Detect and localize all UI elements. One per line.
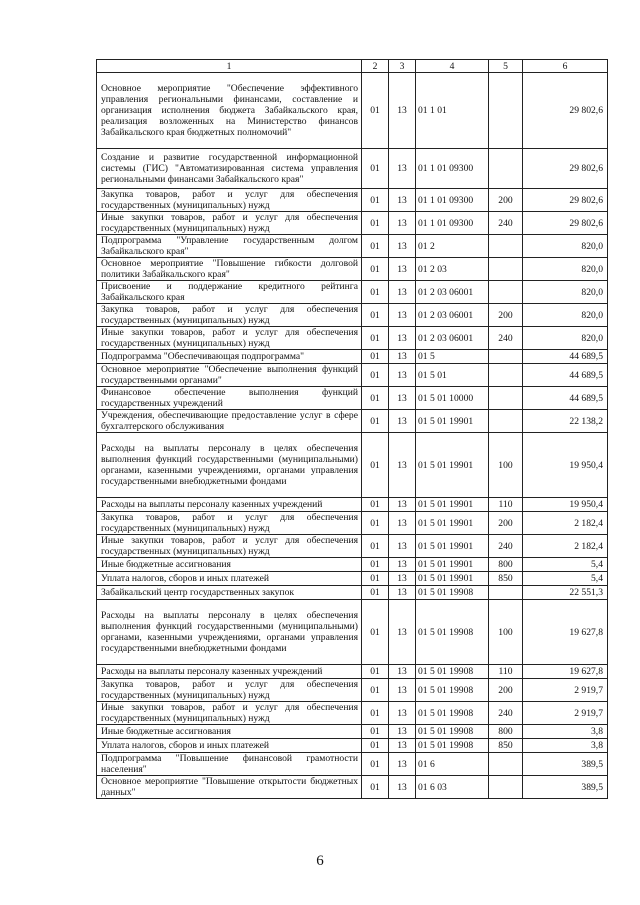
row-section-cell: 01 xyxy=(362,776,389,799)
row-section-cell: 01 xyxy=(362,725,389,739)
row-subsection-cell: 13 xyxy=(389,281,416,304)
row-amount-cell: 2 919,7 xyxy=(523,702,608,725)
row-amount-cell: 22 138,2 xyxy=(523,410,608,433)
row-target-article-cell: 01 2 xyxy=(416,235,489,258)
table-row xyxy=(97,304,608,327)
table-row xyxy=(97,235,608,258)
row-target-article-cell: 01 2 03 06001 xyxy=(416,327,489,350)
row-target-article-cell: 01 5 01 19901 xyxy=(416,512,489,535)
row-expense-type-cell: 800 xyxy=(489,558,523,572)
row-target-article-cell: 01 1 01 xyxy=(416,73,489,149)
row-subsection-cell: 13 xyxy=(389,327,416,350)
row-name-cell: Подпрограмма "Обеспечивающая подпрограмма" xyxy=(97,350,362,364)
row-subsection-cell: 13 xyxy=(389,433,416,498)
row-amount-cell: 820,0 xyxy=(523,281,608,304)
row-section-cell: 01 xyxy=(362,679,389,702)
row-section-cell: 01 xyxy=(362,739,389,753)
row-section-cell: 01 xyxy=(362,410,389,433)
row-target-article-cell: 01 5 01 19901 xyxy=(416,535,489,558)
row-subsection-cell: 13 xyxy=(389,498,416,512)
row-name-cell: Закупка товаров, работ и услуг для обеспечения государственных (муниципальных) нужд xyxy=(97,189,362,212)
table-row xyxy=(97,498,608,512)
table-row xyxy=(97,258,608,281)
row-name-cell: Создание и развитие государственной информационной системы (ГИС) "Автоматизированная система управления региональными финансами Забайкальского края" xyxy=(97,149,362,189)
row-name-cell: Расходы на выплаты персоналу казенных учреждений xyxy=(97,665,362,679)
row-section-cell: 01 xyxy=(362,364,389,387)
row-amount-cell: 820,0 xyxy=(523,235,608,258)
row-name-cell: Основное мероприятие "Повышение гибкости долговой политики Забайкальского края" xyxy=(97,258,362,281)
row-target-article-cell: 01 2 03 xyxy=(416,258,489,281)
row-subsection-cell: 13 xyxy=(389,258,416,281)
table-row xyxy=(97,586,608,600)
row-amount-cell: 19 950,4 xyxy=(523,433,608,498)
row-target-article-cell: 01 1 01 09300 xyxy=(416,149,489,189)
row-expense-type-cell xyxy=(489,586,523,600)
row-amount-cell: 2 182,4 xyxy=(523,535,608,558)
row-name-cell: Подпрограмма "Управление государственным долгом Забайкальского края" xyxy=(97,235,362,258)
row-section-cell: 01 xyxy=(362,753,389,776)
row-target-article-cell: 01 5 01 19908 xyxy=(416,702,489,725)
row-target-article-cell: 01 1 01 09300 xyxy=(416,212,489,235)
row-name-cell: Уплата налогов, сборов и иных платежей xyxy=(97,572,362,586)
row-target-article-cell: 01 2 03 06001 xyxy=(416,304,489,327)
row-amount-cell: 44 689,5 xyxy=(523,364,608,387)
row-target-article-cell: 01 5 01 xyxy=(416,364,489,387)
row-subsection-cell: 13 xyxy=(389,558,416,572)
row-name-cell: Подпрограмма "Повышение финансовой грамотности населения" xyxy=(97,753,362,776)
row-subsection-cell: 13 xyxy=(389,512,416,535)
row-amount-cell: 820,0 xyxy=(523,327,608,350)
table-row xyxy=(97,364,608,387)
row-subsection-cell: 13 xyxy=(389,189,416,212)
row-expense-type-cell xyxy=(489,149,523,189)
row-expense-type-cell: 200 xyxy=(489,189,523,212)
row-amount-cell: 3,8 xyxy=(523,739,608,753)
row-subsection-cell: 13 xyxy=(389,212,416,235)
row-subsection-cell: 13 xyxy=(389,725,416,739)
row-name-cell: Забайкальский центр государственных закупок xyxy=(97,586,362,600)
row-section-cell: 01 xyxy=(362,572,389,586)
row-subsection-cell: 13 xyxy=(389,535,416,558)
table-row xyxy=(97,350,608,364)
row-section-cell: 01 xyxy=(362,212,389,235)
row-amount-cell: 2 919,7 xyxy=(523,679,608,702)
row-subsection-cell: 13 xyxy=(389,702,416,725)
row-expense-type-cell xyxy=(489,410,523,433)
table-row xyxy=(97,433,608,498)
table-row xyxy=(97,679,608,702)
page-number: 6 xyxy=(316,853,324,869)
row-target-article-cell: 01 5 xyxy=(416,350,489,364)
table-row xyxy=(97,600,608,665)
row-amount-cell: 820,0 xyxy=(523,258,608,281)
row-target-article-cell: 01 5 01 19901 xyxy=(416,558,489,572)
row-name-cell: Закупка товаров, работ и услуг для обеспечения государственных (муниципальных) нужд xyxy=(97,679,362,702)
row-expense-type-cell: 110 xyxy=(489,665,523,679)
row-expense-type-cell: 200 xyxy=(489,679,523,702)
table-header-row xyxy=(97,60,608,73)
table-row xyxy=(97,702,608,725)
row-expense-type-cell: 200 xyxy=(489,512,523,535)
row-subsection-cell: 13 xyxy=(389,149,416,189)
row-subsection-cell: 13 xyxy=(389,600,416,665)
row-subsection-cell: 13 xyxy=(389,350,416,364)
row-expense-type-cell: 850 xyxy=(489,572,523,586)
row-amount-cell: 5,4 xyxy=(523,558,608,572)
header-cell-name: 1 xyxy=(97,60,362,73)
row-name-cell: Иные бюджетные ассигнования xyxy=(97,558,362,572)
budget-table xyxy=(96,59,608,799)
table-row xyxy=(97,739,608,753)
row-section-cell: 01 xyxy=(362,258,389,281)
table-row xyxy=(97,512,608,535)
row-subsection-cell: 13 xyxy=(389,776,416,799)
row-target-article-cell: 01 5 01 19908 xyxy=(416,586,489,600)
row-expense-type-cell: 100 xyxy=(489,600,523,665)
row-section-cell: 01 xyxy=(362,665,389,679)
row-name-cell: Расходы на выплаты персоналу в целях обеспечения выполнения функций государственными (муниципальными) органами, казенными учреждениями, органами управления государственными внебюджетными фондами xyxy=(97,433,362,498)
row-section-cell: 01 xyxy=(362,600,389,665)
header-cell-expense-type: 5 xyxy=(489,60,523,73)
row-amount-cell: 19 950,4 xyxy=(523,498,608,512)
row-amount-cell: 2 182,4 xyxy=(523,512,608,535)
table-row xyxy=(97,387,608,410)
row-target-article-cell: 01 6 03 xyxy=(416,776,489,799)
row-amount-cell: 29 802,6 xyxy=(523,73,608,149)
row-amount-cell: 19 627,8 xyxy=(523,600,608,665)
table-row xyxy=(97,281,608,304)
row-target-article-cell: 01 5 01 10000 xyxy=(416,387,489,410)
row-subsection-cell: 13 xyxy=(389,73,416,149)
row-subsection-cell: 13 xyxy=(389,572,416,586)
row-amount-cell: 389,5 xyxy=(523,753,608,776)
row-target-article-cell: 01 5 01 19908 xyxy=(416,725,489,739)
table-row xyxy=(97,535,608,558)
row-section-cell: 01 xyxy=(362,702,389,725)
row-amount-cell: 22 551,3 xyxy=(523,586,608,600)
row-target-article-cell: 01 1 01 09300 xyxy=(416,189,489,212)
table-row xyxy=(97,665,608,679)
row-section-cell: 01 xyxy=(362,235,389,258)
row-name-cell: Расходы на выплаты персоналу в целях обеспечения выполнения функций государственными (муниципальными) органами, казенными учреждениями, органами управления государственными внебюджетными фондами xyxy=(97,600,362,665)
row-amount-cell: 29 802,6 xyxy=(523,189,608,212)
row-subsection-cell: 13 xyxy=(389,679,416,702)
row-name-cell: Закупка товаров, работ и услуг для обеспечения государственных (муниципальных) нужд xyxy=(97,304,362,327)
row-name-cell: Основное мероприятие "Повышение открытости бюджетных данных" xyxy=(97,776,362,799)
row-subsection-cell: 13 xyxy=(389,364,416,387)
table-row xyxy=(97,327,608,350)
row-expense-type-cell xyxy=(489,364,523,387)
row-name-cell: Основное мероприятие "Обеспечение выполнения функций государственными органами" xyxy=(97,364,362,387)
row-expense-type-cell: 100 xyxy=(489,433,523,498)
table-row xyxy=(97,149,608,189)
row-name-cell: Присвоение и поддержание кредитного рейтинга Забайкальского края xyxy=(97,281,362,304)
table-row xyxy=(97,410,608,433)
row-section-cell: 01 xyxy=(362,512,389,535)
table-row xyxy=(97,725,608,739)
row-name-cell: Уплата налогов, сборов и иных платежей xyxy=(97,739,362,753)
row-subsection-cell: 13 xyxy=(389,235,416,258)
row-name-cell: Финансовое обеспечение выполнения функций государственных учреждений xyxy=(97,387,362,410)
row-name-cell: Закупка товаров, работ и услуг для обеспечения государственных (муниципальных) нужд xyxy=(97,512,362,535)
row-section-cell: 01 xyxy=(362,327,389,350)
header-cell-subsection: 3 xyxy=(389,60,416,73)
row-target-article-cell: 01 5 01 19901 xyxy=(416,410,489,433)
table-row xyxy=(97,212,608,235)
row-section-cell: 01 xyxy=(362,433,389,498)
row-subsection-cell: 13 xyxy=(389,586,416,600)
row-expense-type-cell xyxy=(489,235,523,258)
row-amount-cell: 19 627,8 xyxy=(523,665,608,679)
row-amount-cell: 44 689,5 xyxy=(523,387,608,410)
row-amount-cell: 820,0 xyxy=(523,304,608,327)
row-expense-type-cell xyxy=(489,776,523,799)
row-name-cell: Расходы на выплаты персоналу казенных учреждений xyxy=(97,498,362,512)
row-expense-type-cell: 200 xyxy=(489,304,523,327)
row-expense-type-cell: 850 xyxy=(489,739,523,753)
row-name-cell: Иные закупки товаров, работ и услуг для обеспечения государственных (муниципальных) нужд xyxy=(97,327,362,350)
row-amount-cell: 44 689,5 xyxy=(523,350,608,364)
row-section-cell: 01 xyxy=(362,189,389,212)
row-name-cell: Учреждения, обеспечивающие предоставление услуг в сфере бухгалтерского обслуживания xyxy=(97,410,362,433)
row-target-article-cell: 01 5 01 19908 xyxy=(416,665,489,679)
row-name-cell: Иные бюджетные ассигнования xyxy=(97,725,362,739)
row-target-article-cell: 01 2 03 06001 xyxy=(416,281,489,304)
row-section-cell: 01 xyxy=(362,350,389,364)
row-target-article-cell: 01 5 01 19908 xyxy=(416,739,489,753)
row-expense-type-cell xyxy=(489,258,523,281)
row-target-article-cell: 01 5 01 19908 xyxy=(416,679,489,702)
row-subsection-cell: 13 xyxy=(389,753,416,776)
header-cell-target-article: 4 xyxy=(416,60,489,73)
row-name-cell: Иные закупки товаров, работ и услуг для обеспечения государственных (муниципальных) нужд xyxy=(97,212,362,235)
row-subsection-cell: 13 xyxy=(389,665,416,679)
row-section-cell: 01 xyxy=(362,73,389,149)
row-amount-cell: 29 802,6 xyxy=(523,149,608,189)
table-row xyxy=(97,572,608,586)
row-subsection-cell: 13 xyxy=(389,739,416,753)
row-target-article-cell: 01 6 xyxy=(416,753,489,776)
row-expense-type-cell xyxy=(489,753,523,776)
row-target-article-cell: 01 5 01 19901 xyxy=(416,572,489,586)
row-section-cell: 01 xyxy=(362,281,389,304)
row-section-cell: 01 xyxy=(362,304,389,327)
row-section-cell: 01 xyxy=(362,535,389,558)
row-expense-type-cell: 110 xyxy=(489,498,523,512)
row-section-cell: 01 xyxy=(362,149,389,189)
table-row xyxy=(97,753,608,776)
row-expense-type-cell: 240 xyxy=(489,702,523,725)
row-target-article-cell: 01 5 01 19908 xyxy=(416,600,489,665)
header-cell-section: 2 xyxy=(362,60,389,73)
row-amount-cell: 5,4 xyxy=(523,572,608,586)
row-amount-cell: 3,8 xyxy=(523,725,608,739)
row-expense-type-cell: 240 xyxy=(489,535,523,558)
row-expense-type-cell: 240 xyxy=(489,212,523,235)
table-row xyxy=(97,73,608,149)
row-target-article-cell: 01 5 01 19901 xyxy=(416,433,489,498)
row-subsection-cell: 13 xyxy=(389,304,416,327)
row-section-cell: 01 xyxy=(362,558,389,572)
row-name-cell: Основное мероприятие "Обеспечение эффективного управления региональными финансами, составление и организация исполнения бюджета Забайкальского края, реализация возложенных на Министерство финансов Забайкальского края бюджетных полномочий" xyxy=(97,73,362,149)
row-amount-cell: 389,5 xyxy=(523,776,608,799)
table-row xyxy=(97,189,608,212)
row-section-cell: 01 xyxy=(362,387,389,410)
row-target-article-cell: 01 5 01 19901 xyxy=(416,498,489,512)
row-section-cell: 01 xyxy=(362,498,389,512)
budget-table-body xyxy=(97,60,608,799)
header-cell-amount: 6 xyxy=(523,60,608,73)
row-expense-type-cell: 240 xyxy=(489,327,523,350)
table-row xyxy=(97,776,608,799)
row-section-cell: 01 xyxy=(362,586,389,600)
row-name-cell: Иные закупки товаров, работ и услуг для обеспечения государственных (муниципальных) нужд xyxy=(97,702,362,725)
row-subsection-cell: 13 xyxy=(389,410,416,433)
row-amount-cell: 29 802,6 xyxy=(523,212,608,235)
row-expense-type-cell xyxy=(489,73,523,149)
row-expense-type-cell: 800 xyxy=(489,725,523,739)
row-name-cell: Иные закупки товаров, работ и услуг для обеспечения государственных (муниципальных) нужд xyxy=(97,535,362,558)
table-row xyxy=(97,558,608,572)
row-expense-type-cell xyxy=(489,350,523,364)
row-expense-type-cell xyxy=(489,387,523,410)
row-subsection-cell: 13 xyxy=(389,387,416,410)
row-expense-type-cell xyxy=(489,281,523,304)
